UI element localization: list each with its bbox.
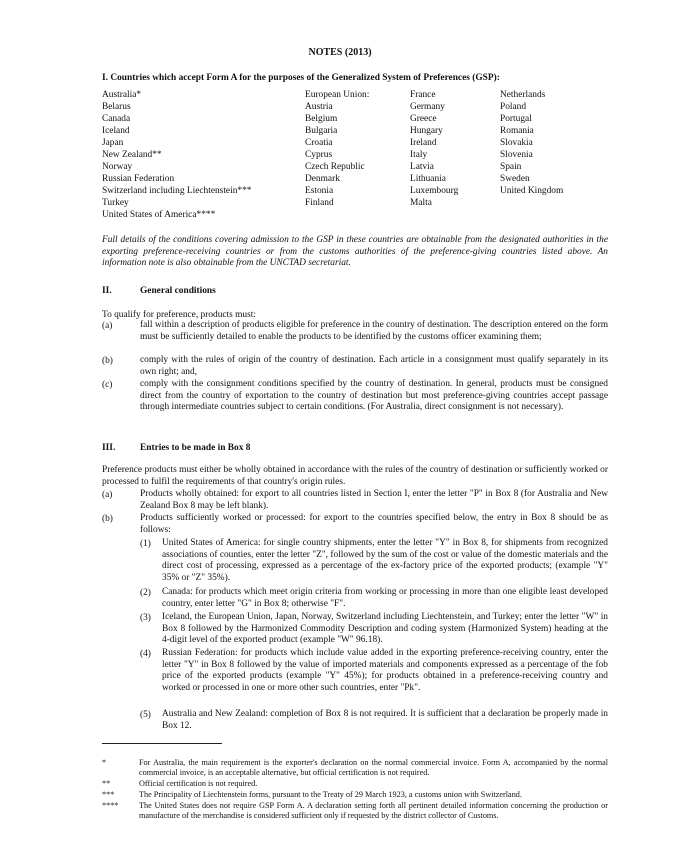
country-item: Belarus [102, 102, 131, 112]
footnote-text: Official certification is not required. [139, 779, 258, 788]
country-item: Canada [102, 114, 131, 124]
country-column-1 [102, 89, 251, 221]
item-label: (b) [102, 356, 113, 366]
section2-intro: To qualify for preference, products must: [102, 310, 256, 320]
country-item: Netherlands [500, 90, 546, 100]
country-item: Belgium [305, 114, 338, 124]
section3-number: III. [102, 443, 116, 453]
section3-subitem-4: Russian Federation: for products which include value added in the exporting preference-receiving country, enter the letter "Y" in Box 8 followed by the value of imported materials and components expressed as a percentage of the fob price of the exported products (example "Y" 45%); for products obtained in a preference-receiving country and worked or processed in one or more other such countries, enter "Pk". [162, 648, 608, 693]
subitem-label: (4) [140, 649, 151, 659]
item-label: (a) [102, 321, 113, 331]
country-item: Norway [102, 162, 133, 172]
footnotes [102, 758, 608, 838]
country-item: Czech Republic [305, 162, 365, 172]
country-item: Estonia [305, 186, 334, 196]
country-item: Slovakia [500, 138, 533, 148]
footnote-mark: *** [102, 790, 115, 799]
country-item: Romania [500, 126, 534, 136]
country-column-3 [410, 89, 458, 209]
country-item: Russian Federation [102, 174, 175, 184]
country-item: Cyprus [305, 150, 333, 160]
country-item: Denmark [305, 174, 340, 184]
section1-heading: I. Countries which accept Form A for the purposes of the Generalized System of Preferences (GSP): [102, 73, 500, 83]
item-label: (b) [102, 514, 113, 524]
country-item: Greece [410, 114, 437, 124]
section2-number: II. [102, 286, 112, 296]
country-item: Italy [410, 150, 428, 160]
item-label: (c) [102, 380, 113, 390]
subitem-label: (1) [140, 539, 151, 549]
section3-subitem-3: Iceland, the European Union, Japan, Norway, Switzerland including Liechtenstein, and Turkey; enter the letter "W" in Box 8 followed by the Harmonized Commodity Description and coding system (Harmonized System) heading at the 4-digit level of the exported product (example "W" 96.18). [162, 612, 608, 645]
country-column-2 [305, 89, 369, 209]
country-item: New Zealand** [102, 150, 162, 160]
country-item: Luxembourg [410, 186, 459, 196]
section3-subitem-2: Canada: for products which meet origin criteria from working or processing in more than one eligible least developed country, enter letter "G" in Box 8; otherwise "F". [162, 587, 608, 609]
country-item: Portugal [500, 114, 532, 124]
section3-item-b: Products sufficiently worked or processed: for export to the countries specified below, the entry in Box 8 should be as follows: [140, 513, 608, 535]
footnote-text: For Australia, the main requirement is the exporter's declaration on the normal commercial invoice. Form A, accompanied by the normal commercial invoice, is an acceptable alternative, but official certification is not required. [139, 758, 608, 777]
footnote-mark: **** [102, 801, 119, 810]
country-item: Switzerland including Liechtenstein*** [102, 186, 252, 196]
section2-item-c: comply with the consignment conditions specified by the country of destination. In general, products must be consigned direct from the country of exportation to the country of destination but most preference-giving countries accept passage through intermediate countries subject to certain conditions. (For Australia, direct consignment is not necessary). [140, 379, 608, 412]
country-item: Latvia [410, 162, 434, 172]
footnote-mark: ** [102, 779, 111, 788]
country-column-4 [500, 89, 563, 197]
section3-subitem-1: United States of America: for single country shipments, enter the letter "Y" in Box 8, for shipments from recognized associations of counties, enter the letter "Z", followed by the sum of the cost or value of the domestic materials and the direct cost of processing, expressed as a percentage of the ex-factory price of the exported products; (example "Y" 35% or "Z" 35%). [162, 538, 608, 583]
country-item: Croatia [305, 138, 333, 148]
country-item: United States of America**** [102, 210, 216, 220]
item-label: (a) [102, 490, 113, 500]
country-item: Hungary [410, 126, 443, 136]
country-item: Bulgaria [305, 126, 338, 136]
country-item: Sweden [500, 174, 530, 184]
section3-heading: Entries to be made in Box 8 [140, 443, 251, 453]
section3-subitem-5: Australia and New Zealand: completion of Box 8 is not required. It is sufficient that a declaration be properly made in Box 12. [162, 709, 608, 731]
footnote-text: The United States does not require GSP Form A. A declaration setting forth all pertinent detailed information concerning the production or manufacture of the merchandise is considered sufficient only if requested by the district collector of Customs. [139, 801, 608, 820]
country-item: Iceland [102, 126, 130, 136]
section3-intro: Preference products must either be wholly obtained in accordance with the rules of the country of destination or sufficiently worked or processed to fulfil the requirements of that country's origin rules. [102, 465, 608, 487]
subitem-label: (3) [140, 613, 151, 623]
country-item: Japan [102, 138, 124, 148]
country-item: Australia* [102, 90, 142, 100]
page-title: NOTES (2013) [308, 47, 372, 58]
country-item: Ireland [410, 138, 437, 148]
country-item: Slovenia [500, 150, 533, 160]
section2-item-a: fall within a description of products eligible for preference in the country of destination. The description entered on the form must be sufficiently detailed to enable the products to be identified by the customs officer examining them; [140, 320, 608, 342]
country-item: Austria [305, 102, 333, 112]
country-item: European Union: [305, 90, 370, 100]
country-item: France [410, 90, 436, 100]
country-item: Poland [500, 102, 527, 112]
country-item: Lithuania [410, 174, 446, 184]
footnote-divider [102, 743, 222, 744]
country-item: Malta [410, 198, 432, 208]
section3-item-a: Products wholly obtained: for export to all countries listed in Section I, enter the letter "P" in Box 8 (for Australia and New Zealand Box 8 may be left blank). [140, 489, 608, 511]
section1-note: Full details of the conditions covering admission to the GSP in these countries are obtainable from the designated authorities in the exporting preference-receiving countries or from the customs authorities of the preference-giving countries listed above. An information note is also obtainable from the UNCTAD secretariat. [102, 235, 608, 268]
footnote-mark: * [102, 758, 107, 767]
subitem-label: (5) [140, 710, 151, 720]
country-item: Spain [500, 162, 522, 172]
subitem-label: (2) [140, 588, 151, 598]
country-item: Turkey [102, 198, 129, 208]
country-item: Finland [305, 198, 334, 208]
section2-item-b: comply with the rules of origin of the country of destination. Each article in a consignment must qualify separately in its own right; and, [140, 355, 608, 377]
section2-heading: General conditions [140, 286, 216, 296]
country-item: United Kingdom [500, 186, 564, 196]
country-item: Germany [410, 102, 445, 112]
footnote-text: The Principality of Liechtenstein forms, pursuant to the Treaty of 29 March 1923, a customs union with Switzerland. [139, 790, 522, 799]
